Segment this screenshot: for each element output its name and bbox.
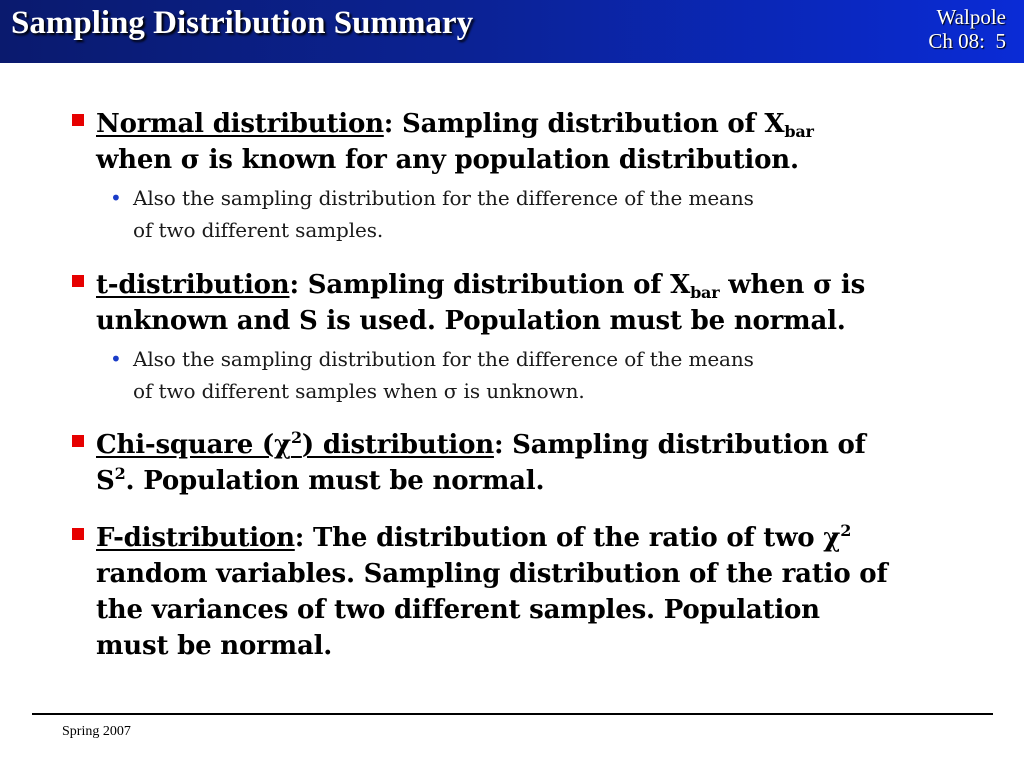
bullet-square-icon	[72, 435, 84, 447]
superscript: 2	[114, 464, 126, 483]
bullet-term-part: Chi-square (χ	[96, 430, 291, 460]
bullet-term	[96, 430, 494, 460]
chapter-label-line2: Ch 08: 5	[928, 29, 1006, 53]
footer-divider	[32, 713, 993, 715]
bullet-term-part: ) distribution	[301, 430, 494, 460]
bullet-text-line: when σ is known for any population distribution.	[96, 145, 799, 175]
sub-bullet-line: of two different samples when σ is unknown.	[133, 379, 585, 403]
bullet-text-part: : Sampling distribution of	[493, 430, 866, 460]
footer-label: Spring 2007	[62, 724, 131, 739]
bullet-text-line: unknown and S is used. Population must be normal.	[96, 306, 846, 336]
bullet-term: F-distribution	[96, 523, 295, 553]
bullet-text-line: must be normal.	[96, 631, 333, 661]
sub-bullet-dot-icon: •	[110, 186, 122, 210]
bullet-text-part: : Sampling distribution of X	[383, 109, 785, 139]
bullet-text	[96, 267, 966, 339]
bullet-text	[96, 520, 966, 664]
bullet-text-line: random variables. Sampling distribution of the ratio of	[96, 559, 888, 589]
bullet-text	[96, 106, 966, 178]
sub-bullet-line: of two different samples.	[133, 218, 384, 242]
bullet-text-part: : The distribution of the ratio of two χ	[294, 523, 841, 553]
superscript: 2	[290, 428, 302, 447]
bullet-square-icon	[72, 528, 84, 540]
sub-bullet-line: Also the sampling distribution for the difference of the means	[133, 186, 754, 210]
bullet-text-part: when σ is	[719, 270, 866, 300]
bullet-term: Normal distribution	[96, 109, 384, 139]
sub-bullet-line: Also the sampling distribution for the difference of the means	[133, 347, 754, 371]
subscript: bar	[784, 122, 814, 141]
sub-bullet-dot-icon: •	[110, 347, 122, 371]
bullet-text-part: S	[96, 466, 115, 496]
slide-title: Sampling Distribution Summary	[11, 5, 474, 41]
superscript: 2	[840, 521, 852, 540]
bullet-square-icon	[72, 275, 84, 287]
sub-bullet-text	[133, 343, 963, 407]
sub-bullet-text	[133, 182, 963, 246]
subscript: bar	[690, 283, 720, 302]
bullet-text-part: . Population must be normal.	[125, 466, 545, 496]
bullet-square-icon	[72, 114, 84, 126]
bullet-text	[96, 427, 966, 499]
chapter-label-line1: Walpole	[936, 5, 1006, 29]
bullet-text-line: the variances of two different samples. Population	[96, 595, 820, 625]
bullet-term: t-distribution	[96, 270, 290, 300]
bullet-text-part: : Sampling distribution of X	[289, 270, 691, 300]
